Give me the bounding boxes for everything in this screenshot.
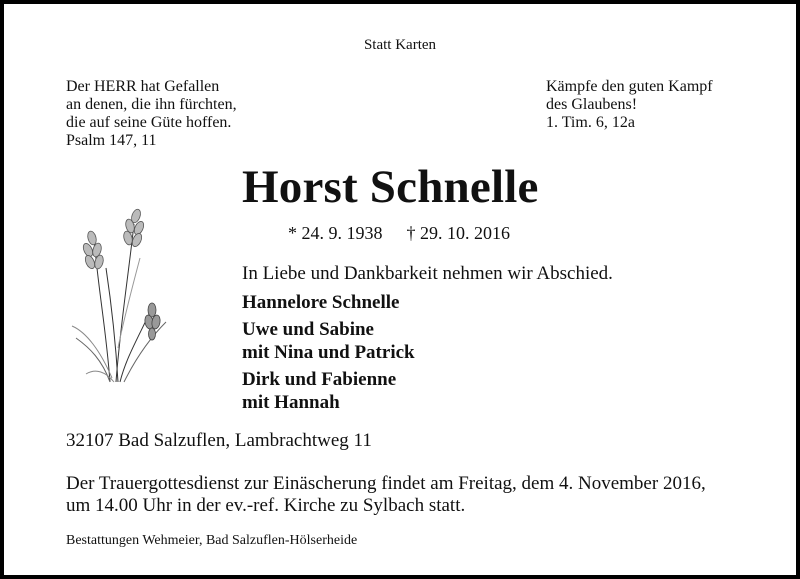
deceased-name: Horst Schnelle	[242, 161, 539, 213]
verse-left-reference: Psalm 147, 11	[66, 132, 157, 149]
mourner-line: Hannelore Schnelle	[242, 292, 400, 313]
mourner-line: mit Nina und Patrick	[242, 342, 415, 363]
verse-left	[66, 78, 237, 150]
mourner-line: mit Hannah	[242, 392, 340, 413]
birth-date: * 24. 9. 1938	[288, 223, 383, 243]
header-statt-karten: Statt Karten	[363, 37, 437, 53]
verse-right-line: des Glaubens!	[546, 96, 638, 113]
service-line: Der Trauergottesdienst zur Einäscherung findet am Freitag, dem 4. November 2016,	[66, 473, 706, 494]
mourner-line: Dirk und Fabienne	[242, 369, 397, 390]
service-line: um 14.00 Uhr in der ev.-ref. Kirche zu Sylbach statt.	[66, 495, 466, 516]
verse-left-line: die auf seine Güte hoffen.	[66, 114, 232, 131]
life-dates	[288, 223, 510, 244]
verse-left-line: Der HERR hat Gefallen	[66, 78, 220, 95]
address: 32107 Bad Salzuflen, Lambrachtweg 11	[66, 430, 372, 451]
undertaker: Bestattungen Wehmeier, Bad Salzuflen-Hölserheide	[66, 533, 358, 548]
mourner-line: Uwe und Sabine	[242, 319, 374, 340]
verse-left-line: an denen, die ihn fürchten,	[66, 96, 237, 113]
mourner-group	[242, 368, 415, 414]
verse-right-line: Kämpfe den guten Kampf	[546, 78, 713, 95]
mourners-list	[242, 291, 415, 418]
mourner-group	[242, 318, 415, 364]
wheat-icon	[66, 198, 174, 384]
verse-right-reference: 1. Tim. 6, 12a	[546, 114, 635, 131]
mourner-group	[242, 291, 415, 314]
farewell-text: In Liebe und Dankbarkeit nehmen wir Abschied.	[242, 263, 613, 284]
service-notice	[66, 473, 706, 517]
death-date: † 29. 10. 2016	[406, 223, 510, 243]
verse-right	[546, 78, 713, 132]
